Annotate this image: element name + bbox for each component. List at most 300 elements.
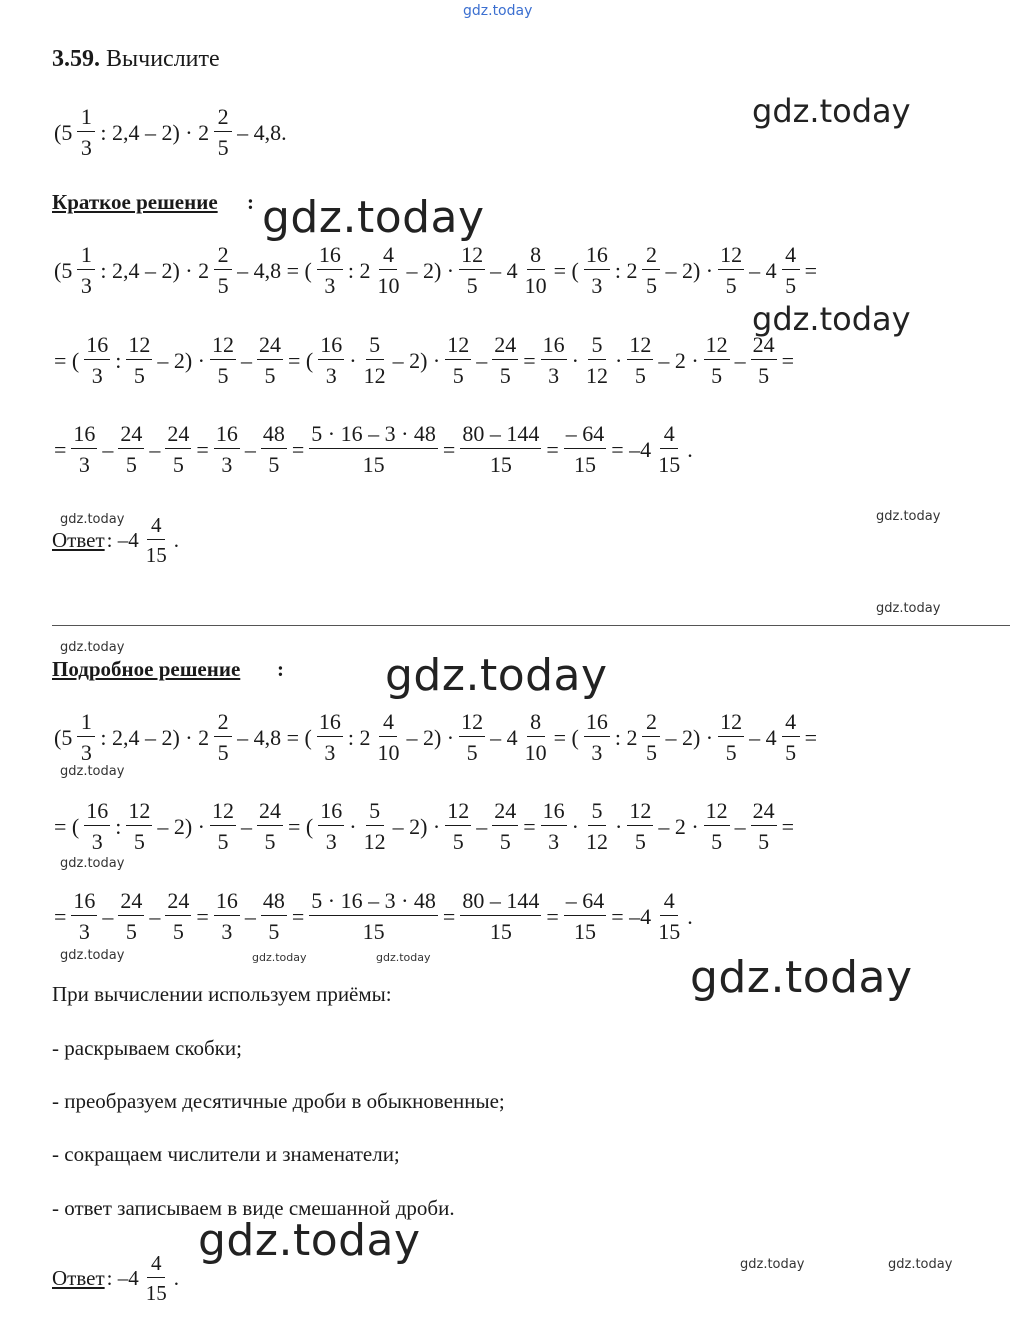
math-token: – [149, 436, 161, 462]
math-token: = ( [553, 257, 579, 283]
fraction [118, 423, 144, 476]
fraction [445, 334, 471, 387]
math-token: – 4 [749, 724, 777, 750]
math-token: : 2,4 – 2) · 2 [100, 724, 210, 750]
watermark: gdz.today [60, 948, 125, 963]
answer-value [105, 515, 181, 566]
math-token: – 2) · [157, 813, 206, 839]
problem-number: 3.59. [52, 46, 100, 72]
denominator: 5 [758, 829, 770, 854]
denominator: 5 [125, 452, 137, 477]
denominator: 5 [264, 363, 276, 388]
numerator: 24 [751, 334, 777, 360]
math-token: = [291, 436, 305, 462]
fraction [751, 800, 777, 853]
section-divider [52, 625, 1010, 626]
denominator: 3 [91, 363, 103, 388]
denominator: 3 [78, 919, 90, 944]
math-token: – 4,8. [237, 119, 287, 145]
math-token: : 2 [347, 724, 371, 750]
fraction [214, 244, 232, 297]
fraction [375, 711, 401, 764]
denominator: 5 [172, 452, 184, 477]
numerator: 24 [118, 890, 144, 916]
numerator: 5 · 16 – 3 · 48 [309, 890, 438, 916]
answer-value [105, 1253, 181, 1304]
math-token: : 2,4 – 2) · 2 [100, 119, 210, 145]
fraction [564, 423, 607, 476]
watermark: gdz.today [198, 1215, 421, 1266]
denominator: 3 [80, 135, 92, 160]
denominator: 10 [377, 273, 400, 298]
brief-solution-heading: Краткое решение [52, 190, 218, 214]
fraction [309, 423, 438, 476]
detailed-line-1 [52, 711, 819, 764]
numerator: 24 [118, 423, 144, 449]
denominator: 5 [711, 363, 723, 388]
fraction [118, 890, 144, 943]
detailed-heading-colon: : [277, 657, 284, 681]
denominator: 3 [221, 919, 233, 944]
math-token: – [241, 813, 253, 839]
denominator: 15 [145, 543, 167, 567]
denominator: 5 [725, 740, 737, 765]
denominator: 15 [362, 452, 385, 477]
math-token: – [476, 813, 488, 839]
math-token: (5 [54, 119, 73, 145]
denominator: 3 [324, 740, 336, 765]
explanation-step: - сокращаем числители и знаменатели; [52, 1142, 400, 1166]
denominator: 5 [645, 740, 657, 765]
numerator: 2 [214, 244, 232, 270]
fraction [261, 890, 287, 943]
numerator: 16 [71, 890, 97, 916]
denominator: 5 [499, 363, 511, 388]
fraction [718, 711, 744, 764]
math-token: = [523, 813, 536, 839]
fraction [165, 423, 191, 476]
math-token: . [687, 903, 693, 929]
fraction [459, 711, 485, 764]
explanation-intro: При вычислении используем приёмы: [52, 982, 392, 1006]
math-token: = [196, 903, 209, 929]
fraction [445, 800, 471, 853]
numerator: 12 [704, 334, 730, 360]
math-token: = [442, 903, 456, 929]
math-token: : [115, 813, 122, 839]
numerator: 16 [71, 423, 97, 449]
numerator: 4 [379, 244, 397, 270]
numerator: 24 [492, 334, 518, 360]
fraction [126, 334, 152, 387]
fraction [257, 800, 283, 853]
fraction [492, 334, 518, 387]
fraction [541, 334, 567, 387]
fraction [704, 800, 730, 853]
denominator: 12 [363, 363, 386, 388]
fraction [375, 244, 401, 297]
math-token: – [734, 813, 746, 839]
denominator: 3 [325, 363, 337, 388]
numerator: 2 [642, 711, 660, 737]
math-token: – 2 · [658, 813, 699, 839]
denominator: 5 [452, 363, 464, 388]
numerator: 12 [210, 800, 236, 826]
fraction [317, 244, 343, 297]
numerator: 16 [317, 244, 343, 270]
fraction [317, 711, 343, 764]
math-token: = [804, 257, 818, 283]
math-token: – 2) · [665, 724, 714, 750]
numerator: 1 [77, 244, 95, 270]
denominator: 3 [325, 829, 337, 854]
denominator: 15 [658, 919, 681, 944]
denominator: 12 [585, 829, 608, 854]
math-token: – 4 [490, 257, 518, 283]
denominator: 5 [785, 273, 797, 298]
numerator: 16 [541, 334, 567, 360]
numerator: 12 [126, 334, 152, 360]
denominator: 5 [711, 829, 723, 854]
denominator: 3 [548, 363, 560, 388]
numerator: 8 [527, 244, 545, 270]
math-token: = ( [288, 813, 314, 839]
numerator: 48 [261, 423, 287, 449]
numerator: 12 [445, 334, 471, 360]
fraction [84, 334, 110, 387]
denominator: 15 [489, 919, 512, 944]
watermark: gdz.today [876, 601, 941, 616]
fraction [656, 423, 682, 476]
numerator: 16 [317, 711, 343, 737]
explanation-step: - раскрываем скобки; [52, 1036, 242, 1060]
numerator: 8 [527, 711, 545, 737]
fraction [318, 334, 344, 387]
numerator: 24 [165, 423, 191, 449]
math-token: . [173, 1266, 179, 1290]
denominator: 3 [548, 829, 560, 854]
fraction [77, 711, 95, 764]
denominator: 3 [591, 273, 603, 298]
numerator: 12 [627, 800, 653, 826]
denominator: 3 [324, 273, 336, 298]
fraction [459, 244, 485, 297]
fraction [523, 711, 549, 764]
denominator: 5 [634, 363, 646, 388]
math-token: – [476, 347, 488, 373]
math-token: – 4,8 = ( [237, 724, 312, 750]
math-token: · [349, 813, 357, 839]
numerator: 1 [77, 711, 95, 737]
fraction [210, 334, 236, 387]
math-token: – [734, 347, 746, 373]
denominator: 5 [634, 829, 646, 854]
math-token: : –4 [106, 1266, 139, 1290]
math-token: (5 [54, 724, 73, 750]
denominator: 12 [363, 829, 386, 854]
math-token: – [244, 436, 256, 462]
math-token: – [241, 347, 253, 373]
denominator: 5 [125, 919, 137, 944]
numerator: 16 [318, 334, 344, 360]
numerator: 12 [718, 711, 744, 737]
math-token: = [54, 903, 67, 929]
fraction [77, 106, 95, 159]
math-token: : [115, 347, 122, 373]
explanation-step: - преобразуем десятичные дроби в обыкновенные; [52, 1089, 505, 1113]
math-token: = [804, 724, 818, 750]
math-token: – [244, 903, 256, 929]
fraction [584, 244, 610, 297]
numerator: 4 [782, 711, 800, 737]
numerator: 2 [642, 244, 660, 270]
fraction [214, 711, 232, 764]
brief-line-1 [52, 244, 819, 297]
numerator: – 64 [564, 423, 607, 449]
numerator: 5 [588, 800, 606, 826]
numerator: 5 [588, 334, 606, 360]
numerator: 12 [445, 800, 471, 826]
watermark: gdz.today [752, 300, 911, 338]
fraction [782, 711, 800, 764]
fraction [309, 890, 438, 943]
denominator: 5 [133, 829, 145, 854]
math-token: · [349, 347, 357, 373]
fraction [782, 244, 800, 297]
fraction [460, 890, 541, 943]
fraction [492, 800, 518, 853]
denominator: 5 [133, 363, 145, 388]
math-token: = –4 [611, 436, 652, 462]
fraction [318, 800, 344, 853]
math-token: : 2,4 – 2) · 2 [100, 257, 210, 283]
fraction [704, 334, 730, 387]
fraction [84, 800, 110, 853]
numerator: 24 [257, 800, 283, 826]
denominator: 5 [725, 273, 737, 298]
fraction [144, 1253, 169, 1304]
answer-label: Ответ [52, 1266, 105, 1290]
denominator: 5 [499, 829, 511, 854]
denominator: 3 [78, 452, 90, 477]
fraction [257, 334, 283, 387]
watermark: gdz.today [60, 512, 125, 527]
math-token: – [149, 903, 161, 929]
brief-heading-colon: : [247, 190, 254, 214]
numerator: 2 [214, 106, 232, 132]
math-token: – 2 · [658, 347, 699, 373]
math-token: = [54, 436, 67, 462]
numerator: 12 [627, 334, 653, 360]
denominator: 5 [264, 829, 276, 854]
denominator: 5 [217, 829, 229, 854]
fraction [214, 106, 232, 159]
numerator: 12 [210, 334, 236, 360]
numerator: 16 [214, 423, 240, 449]
numerator: 5 [366, 800, 384, 826]
watermark: gdz.today [60, 764, 125, 779]
numerator: 12 [704, 800, 730, 826]
math-token: · [614, 813, 623, 839]
brief-line-3 [52, 423, 695, 476]
numerator: 80 – 144 [460, 890, 541, 916]
math-token: – 2) · [406, 257, 455, 283]
answer-label: Ответ [52, 528, 105, 552]
numerator: 16 [84, 800, 110, 826]
denominator: 5 [645, 273, 657, 298]
numerator: 16 [584, 244, 610, 270]
fraction [214, 890, 240, 943]
denominator: 3 [221, 452, 233, 477]
fraction [541, 800, 567, 853]
math-token: · [571, 813, 579, 839]
problem-instruction: Вычислите [106, 46, 220, 72]
denominator: 5 [268, 452, 280, 477]
detailed-line-3 [52, 890, 695, 943]
fraction [210, 800, 236, 853]
math-token: = ( [54, 347, 80, 373]
denominator: 3 [80, 273, 92, 298]
math-token: = [546, 436, 559, 462]
detailed-solution-heading: Подробное решение [52, 657, 241, 681]
fraction [627, 334, 653, 387]
math-token: – 2) · [392, 813, 441, 839]
math-token: : 2 [347, 257, 371, 283]
numerator: 4 [147, 515, 165, 540]
numerator: 48 [261, 890, 287, 916]
denominator: 12 [585, 363, 608, 388]
math-token: = [523, 347, 536, 373]
math-token: – [102, 436, 114, 462]
fraction [460, 423, 541, 476]
watermark-top: gdz.today [463, 3, 533, 19]
numerator: 24 [751, 800, 777, 826]
denominator: 10 [524, 740, 547, 765]
fraction [718, 244, 744, 297]
denominator: 15 [489, 452, 512, 477]
denominator: 5 [466, 740, 478, 765]
math-token: (5 [54, 257, 73, 283]
fraction [627, 800, 653, 853]
denominator: 15 [145, 1281, 167, 1305]
numerator: 16 [584, 711, 610, 737]
numerator: 16 [84, 334, 110, 360]
denominator: 5 [758, 363, 770, 388]
math-token: = ( [54, 813, 80, 839]
numerator: 12 [459, 711, 485, 737]
fraction [584, 711, 610, 764]
math-token: : 2 [614, 724, 638, 750]
fraction [77, 244, 95, 297]
watermark: gdz.today [752, 92, 911, 130]
brief-line-2 [52, 334, 796, 387]
denominator: 10 [377, 740, 400, 765]
denominator: 5 [452, 829, 464, 854]
fraction [144, 515, 169, 566]
math-token: – 2) · [665, 257, 714, 283]
numerator: 24 [492, 800, 518, 826]
watermark: gdz.today [60, 640, 125, 655]
numerator: 24 [165, 890, 191, 916]
math-token: – 2) · [157, 347, 206, 373]
denominator: 3 [591, 740, 603, 765]
detailed-answer [52, 1253, 181, 1304]
fraction [564, 890, 607, 943]
denominator: 5 [785, 740, 797, 765]
fraction [362, 334, 388, 387]
denominator: 5 [466, 273, 478, 298]
fraction [642, 711, 660, 764]
math-token: – 2) · [406, 724, 455, 750]
denominator: 5 [172, 919, 184, 944]
denominator: 3 [91, 829, 103, 854]
numerator: 4 [660, 423, 678, 449]
denominator: 5 [217, 363, 229, 388]
math-token: – 4 [749, 257, 777, 283]
numerator: 2 [214, 711, 232, 737]
numerator: 24 [257, 334, 283, 360]
numerator: 4 [147, 1253, 165, 1278]
numerator: 12 [718, 244, 744, 270]
watermark: gdz.today [876, 509, 941, 524]
math-token: · [571, 347, 579, 373]
numerator: 5 · 16 – 3 · 48 [309, 423, 438, 449]
denominator: 5 [217, 273, 229, 298]
numerator: 16 [318, 800, 344, 826]
numerator: 16 [541, 800, 567, 826]
math-token: = [546, 903, 559, 929]
numerator: 1 [77, 106, 95, 132]
math-token: . [687, 436, 693, 462]
watermark: gdz.today [690, 952, 913, 1003]
math-token: : 2 [614, 257, 638, 283]
fraction [584, 334, 610, 387]
watermark: gdz.today [262, 192, 485, 243]
denominator: 15 [362, 919, 385, 944]
math-token: = [291, 903, 305, 929]
numerator: 80 – 144 [460, 423, 541, 449]
numerator: 16 [214, 890, 240, 916]
denominator: 5 [268, 919, 280, 944]
fraction [656, 890, 682, 943]
denominator: 5 [217, 135, 229, 160]
detailed-line-2 [52, 800, 796, 853]
watermark: gdz.today [376, 951, 431, 964]
denominator: 3 [80, 740, 92, 765]
brief-answer [52, 515, 181, 566]
numerator: 5 [366, 334, 384, 360]
problem-title [52, 46, 220, 73]
numerator: 4 [782, 244, 800, 270]
math-token: – 4,8 = ( [237, 257, 312, 283]
fraction [523, 244, 549, 297]
math-token: = ( [553, 724, 579, 750]
watermark: gdz.today [60, 856, 125, 871]
fraction [362, 800, 388, 853]
problem-expression [52, 106, 289, 159]
fraction [126, 800, 152, 853]
fraction [214, 423, 240, 476]
fraction [261, 423, 287, 476]
fraction [71, 423, 97, 476]
fraction [584, 800, 610, 853]
watermark: gdz.today [888, 1257, 953, 1272]
watermark: gdz.today [740, 1257, 805, 1272]
fraction [165, 890, 191, 943]
denominator: 15 [574, 452, 597, 477]
numerator: 12 [126, 800, 152, 826]
numerator: 4 [379, 711, 397, 737]
